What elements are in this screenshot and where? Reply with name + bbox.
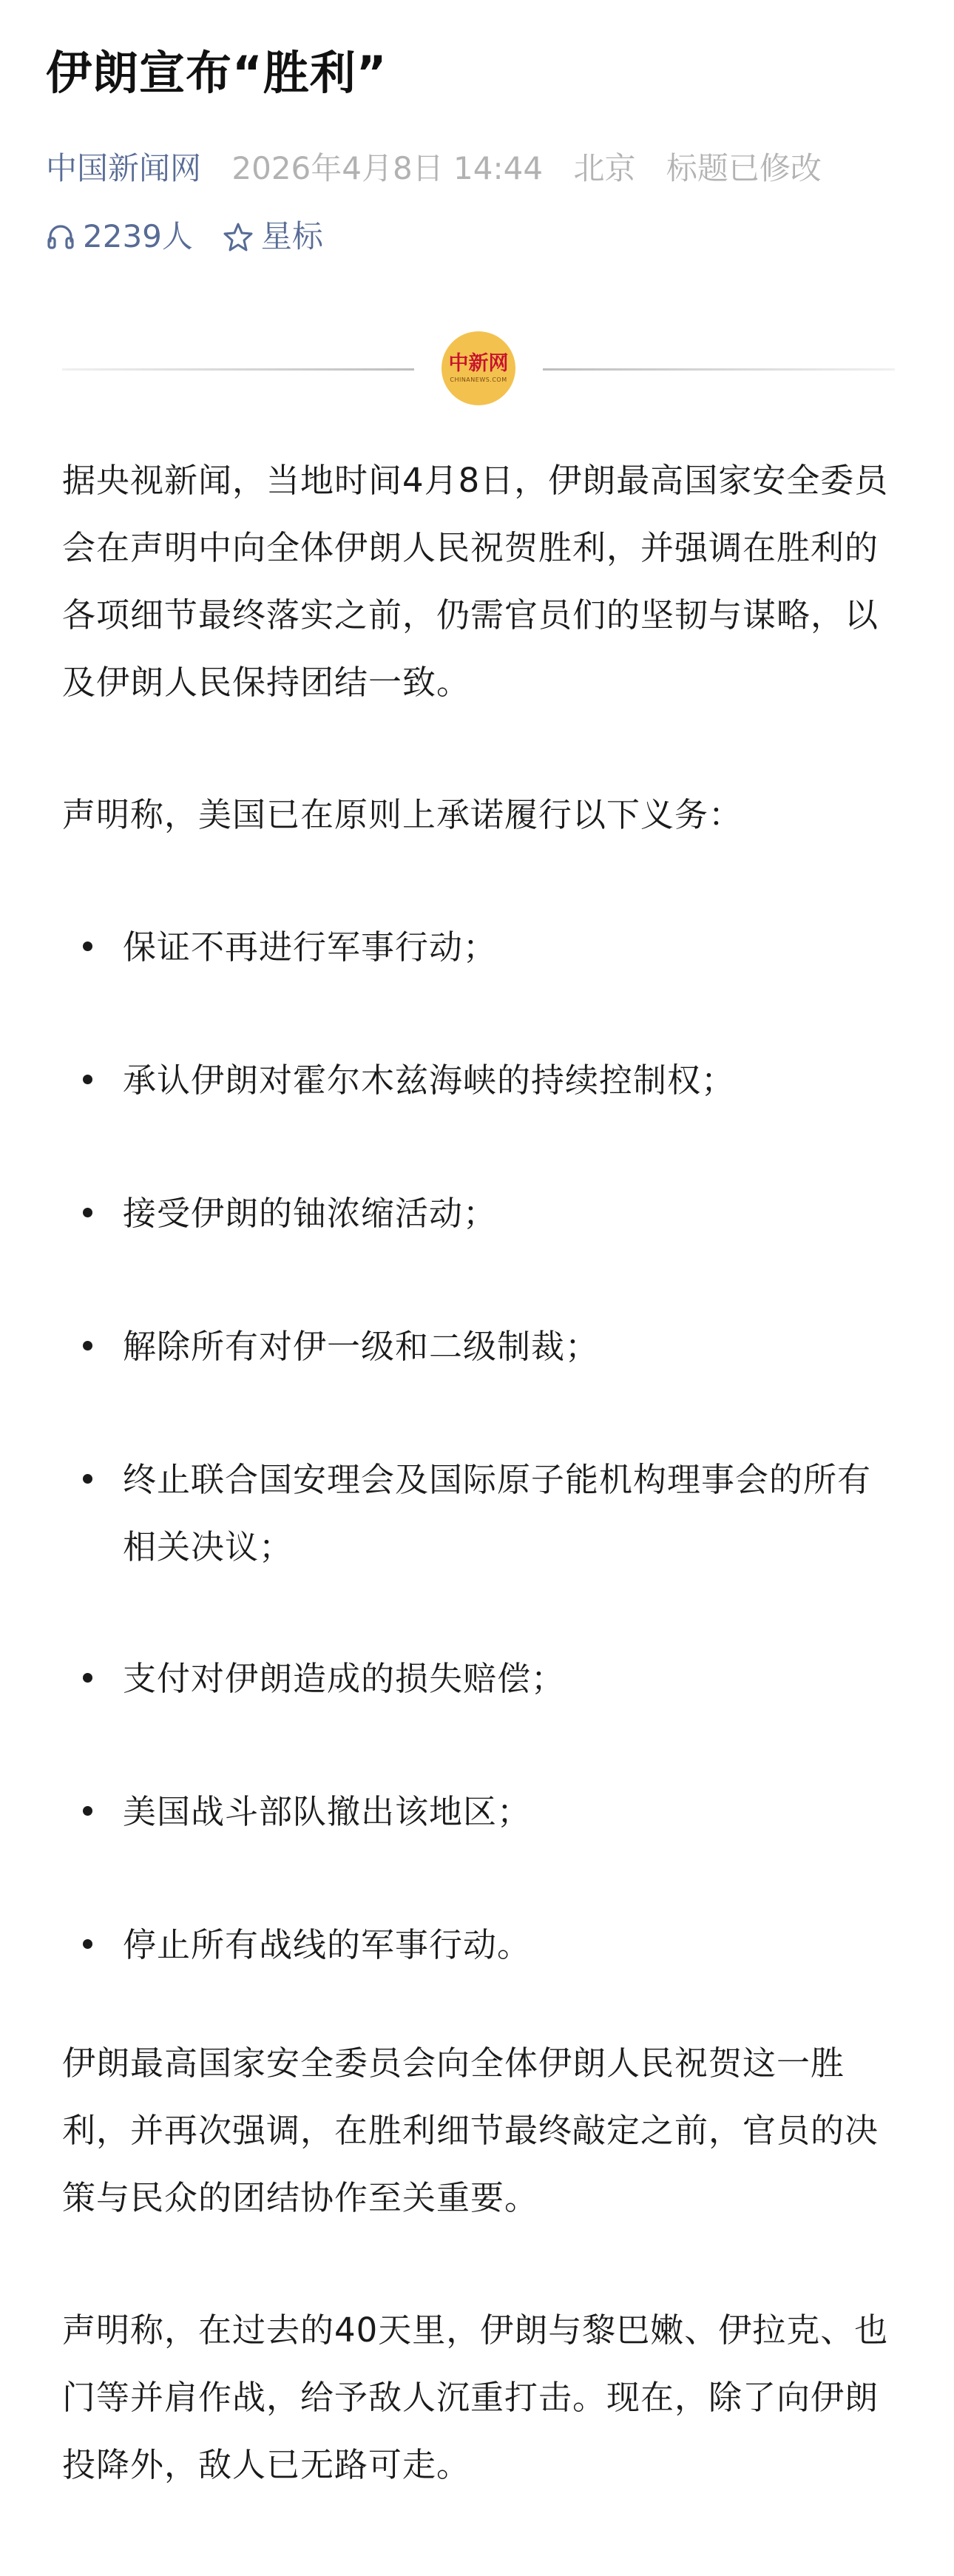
edit-note: 标题已修改 bbox=[666, 150, 822, 186]
bullet-dot bbox=[83, 1208, 92, 1217]
list-item-text: 承认伊朗对霍尔木兹海峡的持续控制权； bbox=[123, 1061, 736, 1100]
list-item-text: 保证不再进行军事行动； bbox=[123, 927, 498, 967]
list-item-text: 停止所有战线的军事行动。 bbox=[123, 1925, 532, 1964]
publish-location: 北京 bbox=[573, 150, 636, 186]
source-link[interactable]: 中国新闻网 bbox=[46, 150, 202, 186]
star-icon[interactable] bbox=[223, 221, 254, 252]
headphones-icon[interactable] bbox=[46, 222, 75, 251]
source-divider bbox=[62, 331, 895, 405]
list-item-text: 美国战斗部队撤出该地区； bbox=[123, 1792, 532, 1831]
divider-line-right bbox=[543, 368, 895, 371]
article-title: 伊朗宣布“胜利” bbox=[46, 46, 388, 100]
bullet-dot bbox=[83, 1939, 92, 1949]
bullet-dot bbox=[83, 1474, 92, 1484]
listen-count[interactable]: 2239人 bbox=[83, 218, 193, 254]
chinanews-logo bbox=[442, 331, 515, 405]
list-item-text: 接受伊朗的铀浓缩活动； bbox=[123, 1194, 498, 1233]
bullet-dot bbox=[83, 1341, 92, 1350]
bullet-dot bbox=[83, 1075, 92, 1084]
star-button[interactable]: 星标 bbox=[260, 218, 323, 254]
bullet-dot bbox=[83, 1673, 92, 1683]
divider-line-left bbox=[62, 368, 414, 371]
list-item-text: 支付对伊朗造成的损失赔偿； bbox=[123, 1659, 566, 1698]
paragraph-intro: 据央视新闻，当地时间4月8日，伊朗最高国家安全委员会在声明中向全体伊朗人民祝贺胜利，并强调在胜利的各项细节最终落实之前，仍需官员们的坚韧与谋略，以及伊朗人民保持团结一致。 bbox=[62, 461, 889, 702]
bullet-dot bbox=[83, 1806, 92, 1816]
logo-text: 中新网 bbox=[448, 352, 509, 375]
article-stats bbox=[46, 214, 323, 259]
paragraph-congratulation: 伊朗最高国家安全委员会向全体伊朗人民祝贺这一胜利，并再次强调，在胜利细节最终敲定之前，官员的决策与民众的团结协作至关重要。 bbox=[62, 2043, 879, 2217]
paragraph-closing: 声明称，在过去的40天里，伊朗与黎巴嫩、伊拉克、也门等并肩作战，给予敌人沉重打击。现在，除了向伊朗投降外，敌人已无路可走。 bbox=[62, 2310, 889, 2484]
publish-date: 2026年4月8日 14:44 bbox=[231, 150, 544, 186]
bullet-dot bbox=[83, 942, 92, 951]
article-meta bbox=[46, 146, 822, 191]
paragraph-statement: 声明称，美国已在原则上承诺履行以下义务： bbox=[62, 795, 743, 834]
list-item-text: 终止联合国安理会及国际原子能机构理事会的所有相关决议； bbox=[123, 1460, 872, 1566]
logo-domain: CHINANEWS.COM bbox=[450, 376, 507, 383]
list-item-text: 解除所有对伊一级和二级制裁； bbox=[123, 1327, 600, 1366]
